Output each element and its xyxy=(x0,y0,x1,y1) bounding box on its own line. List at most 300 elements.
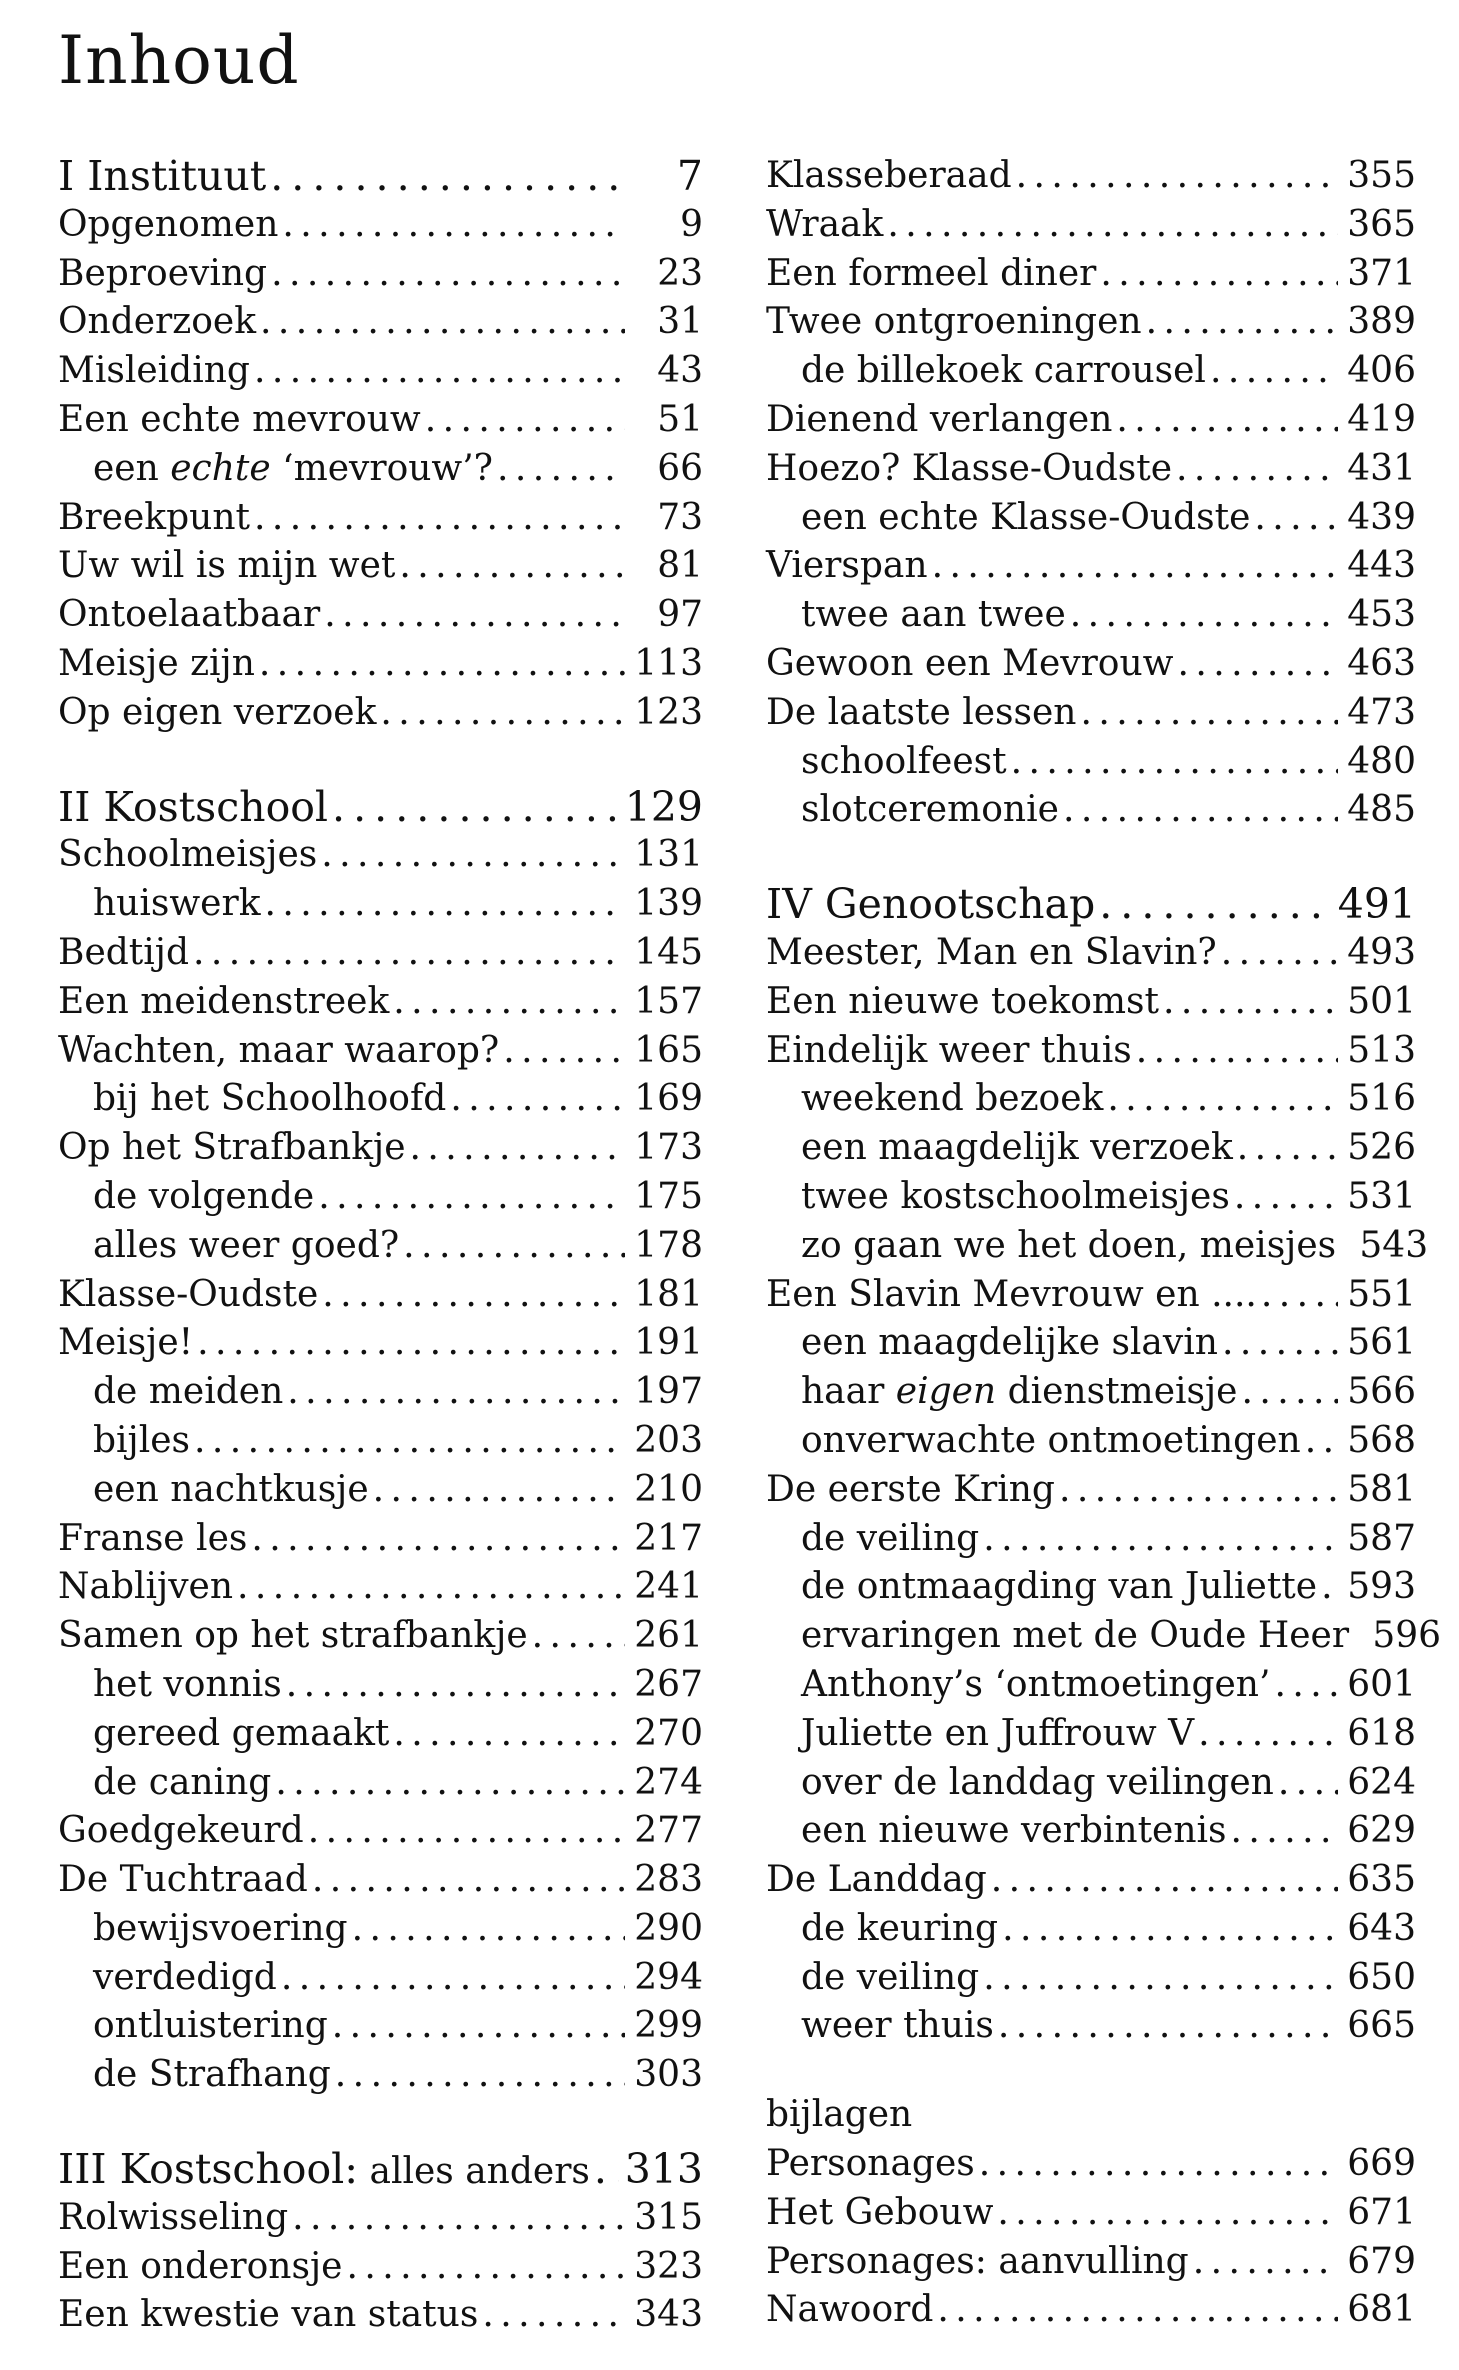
toc-entry-title: de veiling xyxy=(801,1517,980,1559)
toc-entry-title: een nieuwe verbintenis xyxy=(801,1810,1227,1852)
dot-leader xyxy=(883,201,1338,250)
toc-page-number: 516 xyxy=(1347,1078,1416,1120)
toc-entry[interactable] xyxy=(58,2291,703,2340)
dot-leader xyxy=(1206,347,1338,396)
toc-entry-title: bewijsvoering xyxy=(93,1907,348,1949)
toc-entry[interactable] xyxy=(766,786,1416,835)
toc-page-number: 581 xyxy=(1347,1468,1416,1510)
dot-leader xyxy=(255,640,625,689)
toc-page-number: 355 xyxy=(1347,155,1416,196)
toc-page-number: 671 xyxy=(1347,2191,1416,2233)
toc-entry-title: Op het Strafbankje xyxy=(58,1127,406,1169)
dot-leader xyxy=(193,1319,625,1368)
dot-leader xyxy=(1007,738,1338,787)
toc-entry-title: Beproeving xyxy=(58,252,268,294)
toc-entry[interactable] xyxy=(766,250,1416,299)
toc-entry-title: de ontmaagding van Juliette xyxy=(801,1566,1318,1608)
dot-leader xyxy=(1059,786,1338,835)
dot-leader xyxy=(328,2002,625,2051)
toc-page-number: 531 xyxy=(1347,1175,1416,1217)
dot-leader xyxy=(1159,978,1338,1027)
toc-entry-title: Wraak xyxy=(766,203,884,245)
dot-leader xyxy=(1103,1075,1338,1124)
toc-page-number: 343 xyxy=(634,2294,703,2336)
dot-leader xyxy=(348,1905,625,1954)
toc-page-number: 601 xyxy=(1347,1663,1416,1705)
toc-entry-title: de meiden xyxy=(93,1371,284,1413)
toc-entry[interactable] xyxy=(766,2140,1416,2189)
dot-leader xyxy=(256,298,625,347)
dot-leader xyxy=(1095,880,1332,929)
toc-entry-title: de veiling xyxy=(801,1956,980,1998)
toc-part-entry[interactable] xyxy=(58,152,703,201)
toc-page-number: 178 xyxy=(634,1224,703,1266)
toc-entry[interactable] xyxy=(58,1173,703,1222)
toc-entry-title: Meisje zijn xyxy=(58,642,255,684)
toc-entry-title: bij het Schoolhoofd xyxy=(93,1078,447,1120)
toc-entry-title: twee kostschoolmeisjes xyxy=(801,1175,1230,1217)
toc-entry[interactable] xyxy=(58,298,703,347)
toc-entry[interactable] xyxy=(58,640,703,689)
toc-entry-title: een maagdelijk verzoek xyxy=(801,1127,1233,1169)
toc-entry-title: weekend bezoek xyxy=(801,1078,1104,1120)
toc-entry[interactable] xyxy=(58,880,703,929)
dot-leader xyxy=(928,542,1338,591)
toc-page-number: 480 xyxy=(1347,740,1416,782)
toc-page-number: 145 xyxy=(634,931,703,973)
toc-entry-title: Een kwestie van status xyxy=(58,2294,479,2336)
toc-entry[interactable] xyxy=(58,396,703,445)
toc-page-number: 493 xyxy=(1347,931,1416,973)
toc-entry-title: Een meidenstreek xyxy=(58,980,390,1022)
dot-leader xyxy=(478,2291,625,2340)
toc-entry-title: Een formeel diner xyxy=(766,252,1097,294)
toc-entry[interactable] xyxy=(58,1124,703,1173)
toc-entry[interactable] xyxy=(58,1710,703,1759)
dot-leader xyxy=(267,250,625,299)
toc-entry[interactable] xyxy=(766,1124,1416,1173)
toc-entry-title: Personages xyxy=(766,2143,975,2185)
toc-entry-title: III Kostschool: alles anders xyxy=(58,2145,590,2194)
toc-page-number: 365 xyxy=(1347,203,1416,245)
dot-leader xyxy=(369,1466,625,1515)
toc-entry[interactable] xyxy=(766,1563,1416,1612)
toc-page-number: 389 xyxy=(1347,301,1416,343)
toc-entry[interactable] xyxy=(58,1319,703,1368)
toc-entry[interactable] xyxy=(58,542,703,591)
toc-entry[interactable] xyxy=(58,1222,703,1271)
toc-entry-title: I Instituut xyxy=(58,152,267,200)
toc-entry-title: ervaringen met de Oude Heer xyxy=(801,1615,1350,1657)
toc-entry-title: Klasse-Oudste xyxy=(58,1273,319,1315)
toc-entry[interactable] xyxy=(766,1075,1416,1124)
toc-page-number: 453 xyxy=(1347,594,1416,636)
toc-entry-title: schoolfeest xyxy=(801,740,1007,782)
toc-page-number: 31 xyxy=(657,301,703,343)
toc-page-number: 197 xyxy=(634,1371,703,1413)
dot-leader xyxy=(1301,1417,1338,1466)
toc-page-number: 629 xyxy=(1347,1810,1416,1852)
toc-page-number: 501 xyxy=(1347,980,1416,1022)
toc-page-number: 217 xyxy=(634,1517,703,1559)
toc-entry[interactable] xyxy=(58,1563,703,1612)
toc-entry-title: De Landdag xyxy=(766,1859,987,1901)
toc-page-number: 313 xyxy=(624,2145,703,2194)
toc-page-number: 485 xyxy=(1347,789,1416,831)
toc-entry[interactable] xyxy=(58,1759,703,1808)
toc-page-number: 566 xyxy=(1347,1371,1416,1413)
toc-page-number: 131 xyxy=(634,834,703,876)
toc-entry-title: Onderzoek xyxy=(58,301,257,343)
toc-page-number: 323 xyxy=(634,2245,703,2287)
toc-entry[interactable] xyxy=(58,1954,703,2003)
dot-leader xyxy=(1189,2238,1338,2287)
toc-page-number: 165 xyxy=(634,1029,703,1071)
dot-leader xyxy=(189,929,625,978)
dot-leader xyxy=(190,1417,625,1466)
toc-page-number: 7 xyxy=(676,152,703,200)
toc-entry[interactable] xyxy=(766,929,1416,978)
toc-entry-title: De Tuchtraad xyxy=(58,1859,308,1901)
toc-entry-title: Vierspan xyxy=(766,545,928,587)
toc-entry-title: Hoezo? Klasse-Oudste xyxy=(766,447,1173,489)
toc-page-number: 593 xyxy=(1347,1566,1416,1608)
toc-page-number: 191 xyxy=(634,1322,703,1364)
dot-leader xyxy=(266,152,625,201)
toc-entry[interactable] xyxy=(766,2238,1416,2287)
toc-entry[interactable] xyxy=(766,1856,1416,1905)
toc-entry[interactable] xyxy=(58,2194,703,2243)
toc-entry[interactable] xyxy=(766,738,1416,787)
toc-page-number: 169 xyxy=(634,1078,703,1120)
toc-entry[interactable] xyxy=(766,1954,1416,2003)
toc-entry[interactable] xyxy=(58,1515,703,1564)
toc-page-number: 371 xyxy=(1347,252,1416,294)
toc-entry-title: twee aan twee xyxy=(801,594,1066,636)
toc-entry[interactable] xyxy=(58,1612,703,1661)
dot-leader xyxy=(1173,640,1338,689)
toc-entry[interactable] xyxy=(58,1271,703,1320)
dot-leader xyxy=(328,783,619,832)
toc-entry[interactable] xyxy=(58,2051,703,2100)
dot-leader xyxy=(1194,1710,1338,1759)
dot-leader xyxy=(993,2189,1338,2238)
toc-entry[interactable] xyxy=(58,831,703,880)
toc-entry-title: de keuring xyxy=(801,1907,999,1949)
toc-page-number: 157 xyxy=(634,980,703,1022)
toc-entry[interactable] xyxy=(766,1612,1442,1661)
toc-entry-title: Wachten, maar waarop? xyxy=(58,1029,500,1071)
toc-entry[interactable] xyxy=(58,1027,703,1076)
toc-page-number: 241 xyxy=(634,1566,703,1608)
dot-leader xyxy=(1218,1319,1338,1368)
dot-leader xyxy=(1217,929,1338,978)
toc-entry[interactable] xyxy=(766,1515,1416,1564)
toc-entry[interactable] xyxy=(58,1368,703,1417)
dot-leader xyxy=(1096,250,1338,299)
dot-leader xyxy=(317,831,625,880)
dot-leader xyxy=(446,1075,625,1124)
toc-entry[interactable] xyxy=(58,250,703,299)
toc-page-number: 261 xyxy=(634,1615,703,1657)
toc-entry[interactable] xyxy=(58,2002,703,2051)
dot-leader xyxy=(247,1515,625,1564)
toc-entry-title: Misleiding xyxy=(58,350,250,392)
dot-leader xyxy=(1274,1759,1338,1808)
toc-entry-title: Een Slavin Mevrouw en .... xyxy=(766,1273,1257,1315)
toc-page-number: 283 xyxy=(634,1859,703,1901)
toc-page-number: 439 xyxy=(1347,496,1416,538)
toc-entry[interactable] xyxy=(58,978,703,1027)
toc-entry-title: onverwachte ontmoetingen xyxy=(801,1419,1301,1461)
toc-page-number: 473 xyxy=(1347,691,1416,733)
toc-page-number: 73 xyxy=(657,496,703,538)
toc-entry[interactable] xyxy=(58,689,703,738)
toc-entry[interactable] xyxy=(766,689,1416,738)
toc-page-number: 139 xyxy=(634,883,703,925)
dot-leader xyxy=(975,2140,1338,2189)
toc-entry[interactable] xyxy=(58,1466,703,1515)
toc-entry[interactable] xyxy=(766,1710,1416,1759)
toc-entry-title: Nawoord xyxy=(766,2289,934,2331)
toc-page-number: 650 xyxy=(1347,1956,1416,1998)
page-title: Inhoud xyxy=(58,22,300,99)
toc-entry-title: Meisje! xyxy=(58,1322,194,1364)
toc-entry-title: De laatste lessen xyxy=(766,691,1077,733)
toc-entry-title: Schoolmeisjes xyxy=(58,834,318,876)
toc-entry-title: Juliette en Juffrouw V xyxy=(801,1712,1195,1754)
toc-entry[interactable] xyxy=(58,591,703,640)
dot-leader xyxy=(933,2286,1338,2335)
toc-entry[interactable] xyxy=(58,929,703,978)
toc-entry-title: De eerste Kring xyxy=(766,1468,1055,1510)
toc-entry-title: alles weer goed? xyxy=(93,1224,400,1266)
toc-part-entry[interactable] xyxy=(58,783,703,832)
dot-leader xyxy=(1012,152,1338,201)
toc-page-number: 9 xyxy=(680,203,703,245)
toc-entry[interactable] xyxy=(58,2243,703,2292)
toc-entry[interactable] xyxy=(766,445,1416,494)
dot-leader xyxy=(1112,396,1338,445)
dot-leader xyxy=(1227,1807,1338,1856)
toc-entry-title: een echte ‘mevrouw’? xyxy=(93,447,493,489)
dot-leader xyxy=(528,1612,625,1661)
toc-entry-title: Het Gebouw xyxy=(766,2191,994,2233)
toc-entry[interactable] xyxy=(58,494,703,543)
dot-leader xyxy=(1250,494,1338,543)
toc-entry[interactable] xyxy=(766,1466,1416,1515)
toc-page-number: 210 xyxy=(634,1468,703,1510)
toc-entry[interactable] xyxy=(766,1173,1416,1222)
toc-entry[interactable] xyxy=(766,1222,1429,1271)
toc-page-number: 513 xyxy=(1347,1029,1416,1071)
dot-leader xyxy=(493,445,625,494)
toc-entry-title: het vonnis xyxy=(93,1663,282,1705)
toc-entry-title: een echte Klasse-Oudste xyxy=(801,496,1251,538)
toc-entry-title: Opgenomen xyxy=(58,203,279,245)
dot-leader xyxy=(1233,1124,1338,1173)
dot-leader xyxy=(283,1368,625,1417)
dot-leader xyxy=(277,1954,625,2003)
toc-entry-title: een maagdelijke slavin xyxy=(801,1322,1218,1364)
toc-entry-title: Dienend verlangen xyxy=(766,398,1113,440)
toc-page-number: 81 xyxy=(657,545,703,587)
toc-entry[interactable] xyxy=(766,542,1416,591)
toc-page-number: 596 xyxy=(1372,1615,1442,1657)
toc-entry[interactable] xyxy=(766,396,1416,445)
dot-leader xyxy=(389,1710,625,1759)
toc-entry[interactable] xyxy=(58,1905,703,1954)
toc-section-heading: bijlagen xyxy=(766,2094,913,2136)
toc-entry[interactable] xyxy=(58,347,703,396)
toc-entry[interactable] xyxy=(766,494,1416,543)
toc-page-number: 635 xyxy=(1347,1859,1416,1901)
dot-leader xyxy=(389,978,625,1027)
dot-leader xyxy=(288,2194,625,2243)
toc-page-number: 443 xyxy=(1347,545,1416,587)
toc-entry-title: huiswerk xyxy=(93,883,261,925)
toc-entry[interactable] xyxy=(58,1807,703,1856)
toc-entry[interactable] xyxy=(58,1661,703,1710)
toc-entry[interactable] xyxy=(766,2002,1416,2051)
dot-leader xyxy=(282,1661,625,1710)
toc-entry-title: Meester, Man en Slavin? xyxy=(766,931,1217,973)
toc-entry[interactable] xyxy=(58,445,703,494)
toc-page-number: 129 xyxy=(624,782,703,831)
dot-leader xyxy=(590,2145,619,2194)
toc-page-number: 491 xyxy=(1337,880,1416,929)
toc-page-number: 123 xyxy=(634,691,703,733)
toc-page-number: 181 xyxy=(634,1273,703,1315)
toc-entry-title: II Kostschool xyxy=(58,782,329,831)
dot-leader xyxy=(308,1856,625,1905)
toc-page-number: 43 xyxy=(657,350,703,392)
toc-entry-title: Breekpunt xyxy=(58,496,250,538)
toc-entry-title: over de landdag veilingen xyxy=(801,1761,1274,1803)
toc-entry[interactable] xyxy=(766,1271,1416,1320)
toc-entry-title: Nablijven xyxy=(58,1566,234,1608)
dot-leader xyxy=(1172,445,1338,494)
dot-leader xyxy=(399,1222,625,1271)
toc-entry-title: Personages: aanvulling xyxy=(766,2240,1189,2282)
dot-leader xyxy=(979,1954,1338,2003)
dot-leader xyxy=(271,1759,625,1808)
toc-entry[interactable] xyxy=(766,347,1416,396)
toc-entry[interactable] xyxy=(766,1027,1416,1076)
dot-leader xyxy=(499,1027,625,1076)
toc-entry-title: Rolwisseling xyxy=(58,2196,289,2238)
dot-leader xyxy=(1317,1563,1338,1612)
toc-left-column xyxy=(58,152,703,2340)
toc-page-number: 23 xyxy=(657,252,703,294)
toc-entry[interactable] xyxy=(766,152,1416,201)
toc-entry[interactable] xyxy=(766,1905,1416,1954)
toc-page-number: 173 xyxy=(634,1127,703,1169)
toc-entry-title: Anthony’s ‘ontmoetingen’ xyxy=(801,1663,1271,1705)
toc-page-number: 543 xyxy=(1359,1224,1429,1266)
toc-part-entry[interactable] xyxy=(766,880,1416,929)
dot-leader xyxy=(342,2243,625,2292)
dot-leader xyxy=(250,494,625,543)
dot-leader xyxy=(261,880,625,929)
toc-entry-title: Gewoon een Mevrouw xyxy=(766,642,1174,684)
toc-entry[interactable] xyxy=(766,1319,1416,1368)
toc-entry-title: Op eigen verzoek xyxy=(58,691,377,733)
dot-leader xyxy=(314,1173,625,1222)
dot-leader xyxy=(1142,298,1338,347)
toc-entry[interactable] xyxy=(766,591,1416,640)
dot-leader xyxy=(421,396,625,445)
toc-page-number: 419 xyxy=(1347,398,1416,440)
toc-entry[interactable] xyxy=(766,1759,1416,1808)
toc-entry-title: Een nieuwe toekomst xyxy=(766,980,1159,1022)
toc-entry[interactable] xyxy=(766,298,1416,347)
dot-leader xyxy=(250,347,625,396)
toc-part-entry[interactable] xyxy=(58,2145,703,2194)
dot-leader xyxy=(1055,1466,1338,1515)
toc-page-number: 568 xyxy=(1347,1419,1416,1461)
toc-right-column xyxy=(766,152,1442,2335)
toc-entry-title: Eindelijk weer thuis xyxy=(766,1029,1132,1071)
toc-page-number: 679 xyxy=(1347,2240,1416,2282)
toc-entry-title: de volgende xyxy=(93,1175,315,1217)
dot-leader xyxy=(406,1124,625,1173)
toc-entry[interactable] xyxy=(766,640,1416,689)
toc-page-number: 669 xyxy=(1347,2143,1416,2185)
dot-leader xyxy=(278,201,625,250)
toc-entry-title: Klasseberaad xyxy=(766,155,1012,196)
toc-entry[interactable] xyxy=(58,201,703,250)
toc-entry[interactable] xyxy=(766,2189,1416,2238)
toc-entry-title: Uw wil is mijn wet xyxy=(58,545,396,587)
toc-entry[interactable] xyxy=(766,1661,1416,1710)
dot-leader xyxy=(994,2002,1338,2051)
dot-leader xyxy=(233,1563,625,1612)
toc-entry-title: bijles xyxy=(93,1419,191,1461)
toc-page-number: 267 xyxy=(634,1663,703,1705)
toc-page-number: 113 xyxy=(634,642,703,684)
toc-entry[interactable] xyxy=(766,2286,1416,2335)
toc-entry[interactable] xyxy=(766,1368,1416,1417)
toc-entry[interactable] xyxy=(766,1417,1416,1466)
dot-leader xyxy=(1132,1027,1338,1076)
toc-page-number: 406 xyxy=(1347,350,1416,392)
toc-page-number: 303 xyxy=(634,2054,703,2096)
toc-page-number: 618 xyxy=(1347,1712,1416,1754)
toc-entry[interactable] xyxy=(58,1417,703,1466)
dot-leader xyxy=(998,1905,1338,1954)
toc-page-number: 551 xyxy=(1347,1273,1416,1315)
toc-entry[interactable] xyxy=(766,978,1416,1027)
toc-page-number: 431 xyxy=(1347,447,1416,489)
toc-entry-title: zo gaan we het doen, meisjes xyxy=(801,1224,1337,1266)
toc-entry-title: ontluistering xyxy=(93,2005,328,2047)
dot-leader xyxy=(1237,1368,1338,1417)
dot-leader xyxy=(979,1515,1338,1564)
toc-entry[interactable] xyxy=(766,1807,1416,1856)
toc-entry[interactable] xyxy=(58,1075,703,1124)
dot-leader xyxy=(395,542,625,591)
toc-entry[interactable] xyxy=(58,1856,703,1905)
toc-page-number: 681 xyxy=(1347,2289,1416,2331)
dot-leader xyxy=(304,1807,625,1856)
toc-entry-title: slotceremonie xyxy=(801,789,1059,831)
dot-leader xyxy=(1230,1173,1338,1222)
toc-page-number: 665 xyxy=(1347,2005,1416,2047)
toc-page-number: 66 xyxy=(657,447,703,489)
toc-entry[interactable] xyxy=(766,201,1416,250)
toc-page-number: 315 xyxy=(634,2196,703,2238)
